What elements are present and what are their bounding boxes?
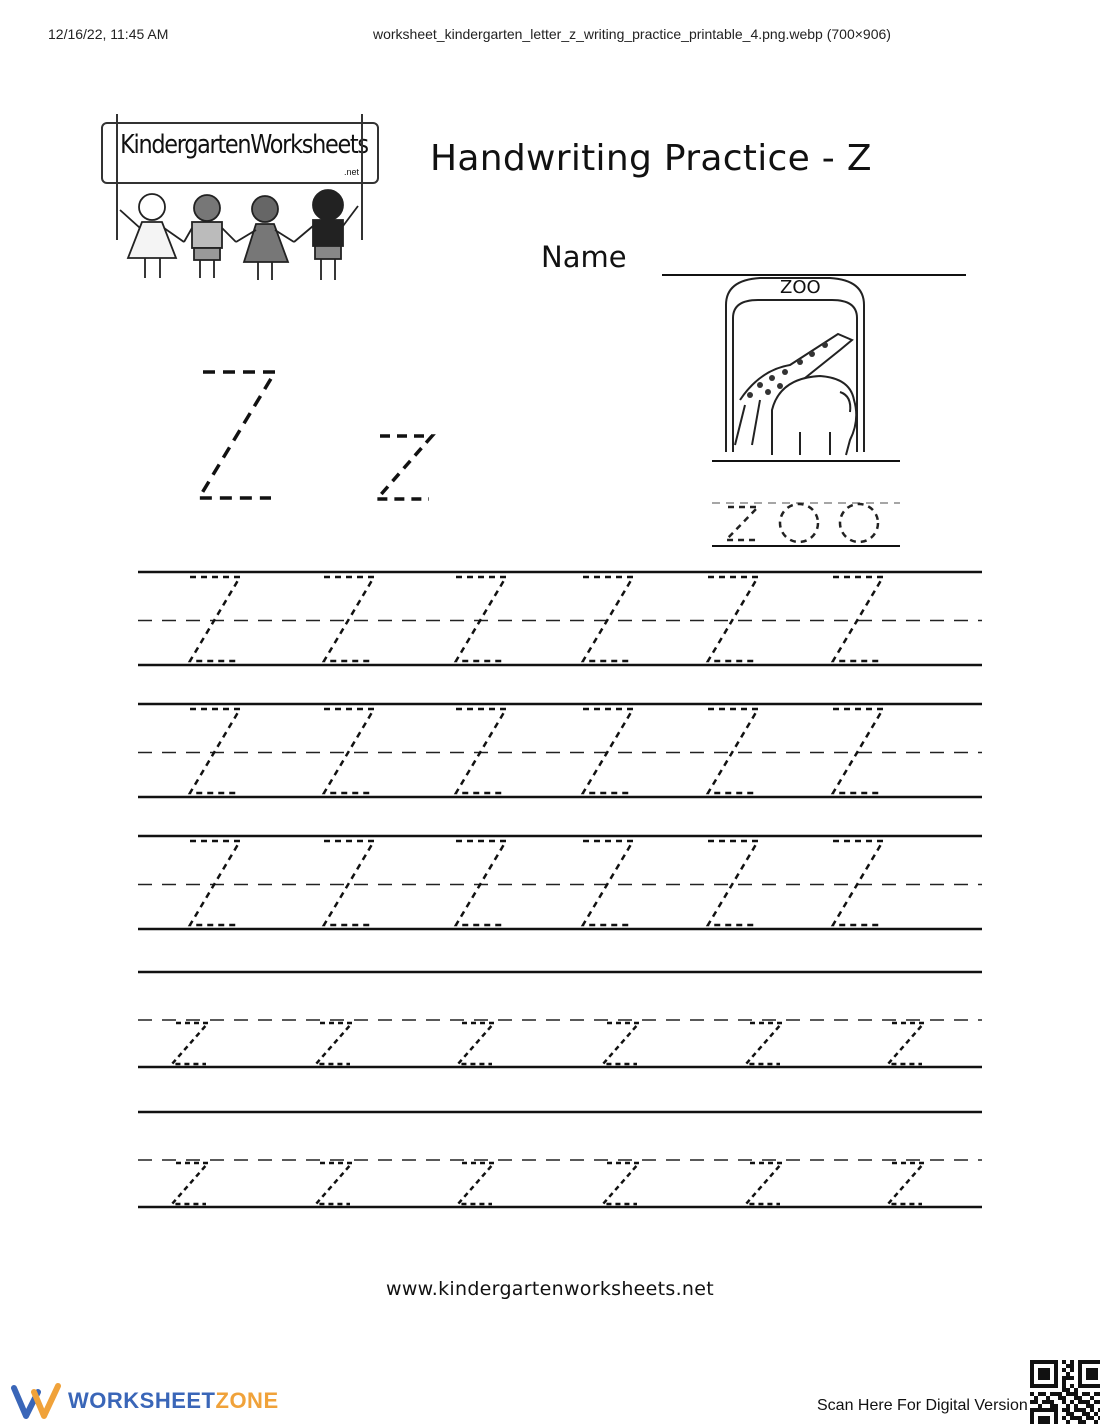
page-title: Handwriting Practice - Z [430, 138, 872, 179]
big-lowercase-z-trace [377, 436, 432, 499]
worksheetzone-brand[interactable] [68, 1388, 279, 1414]
uppercase-z-trace [190, 577, 240, 661]
lowercase-z-trace [888, 1023, 924, 1064]
lowercase-z-trace [458, 1163, 494, 1204]
logo-text: KindergartenWorksheets [120, 130, 368, 160]
uppercase-z-trace [456, 577, 506, 661]
uppercase-z-trace [708, 577, 758, 661]
uppercase-z-trace [324, 709, 374, 793]
print-timestamp: 12/16/22, 11:45 AM [48, 26, 169, 42]
logo-suffix: .net [344, 167, 360, 177]
zoo-word-trace [712, 503, 900, 546]
uppercase-z-trace [833, 709, 883, 793]
uppercase-z-trace [190, 709, 240, 793]
lowercase-z-trace [316, 1163, 352, 1204]
uppercase-z-trace [708, 709, 758, 793]
uppercase-z-trace [456, 841, 506, 925]
uppercase-z-trace [833, 577, 883, 661]
uppercase-z-trace [583, 709, 633, 793]
lowercase-z-trace [888, 1163, 924, 1204]
lowercase-z-trace [603, 1163, 639, 1204]
lowercase-z-trace [172, 1023, 208, 1064]
uppercase-z-trace [190, 841, 240, 925]
lowercase-z-trace [458, 1023, 494, 1064]
print-file-title: worksheet_kindergarten_letter_z_writing_practice_printable_4.png.webp (700×906) [373, 26, 891, 42]
uppercase-z-trace [324, 577, 374, 661]
practice-rows [138, 572, 982, 1207]
big-uppercase-z-trace [199, 372, 275, 498]
scan-text: Scan Here For Digital Version [817, 1397, 1028, 1414]
uppercase-z-trace [324, 841, 374, 925]
uppercase-z-trace [708, 841, 758, 925]
uppercase-z-trace [583, 841, 633, 925]
qr-code-icon [1030, 1360, 1100, 1424]
lowercase-z-trace [172, 1163, 208, 1204]
lowercase-z-trace [316, 1023, 352, 1064]
uppercase-z-trace [583, 577, 633, 661]
zoo-sign-label: ZOO [780, 277, 821, 298]
kids-illustration [120, 190, 358, 280]
lowercase-z-trace [746, 1163, 782, 1204]
footer-url[interactable]: www.kindergartenworksheets.net [385, 1278, 715, 1300]
uppercase-z-trace [833, 841, 883, 925]
uppercase-z-trace [456, 709, 506, 793]
name-label: Name [541, 240, 627, 274]
worksheetzone-logo-icon [14, 1386, 58, 1416]
lowercase-z-trace [603, 1023, 639, 1064]
lowercase-z-trace [746, 1023, 782, 1064]
brand-part1: WORKSHEET [68, 1388, 216, 1413]
zoo-illustration [726, 278, 864, 455]
brand-part2: ZONE [215, 1388, 279, 1413]
